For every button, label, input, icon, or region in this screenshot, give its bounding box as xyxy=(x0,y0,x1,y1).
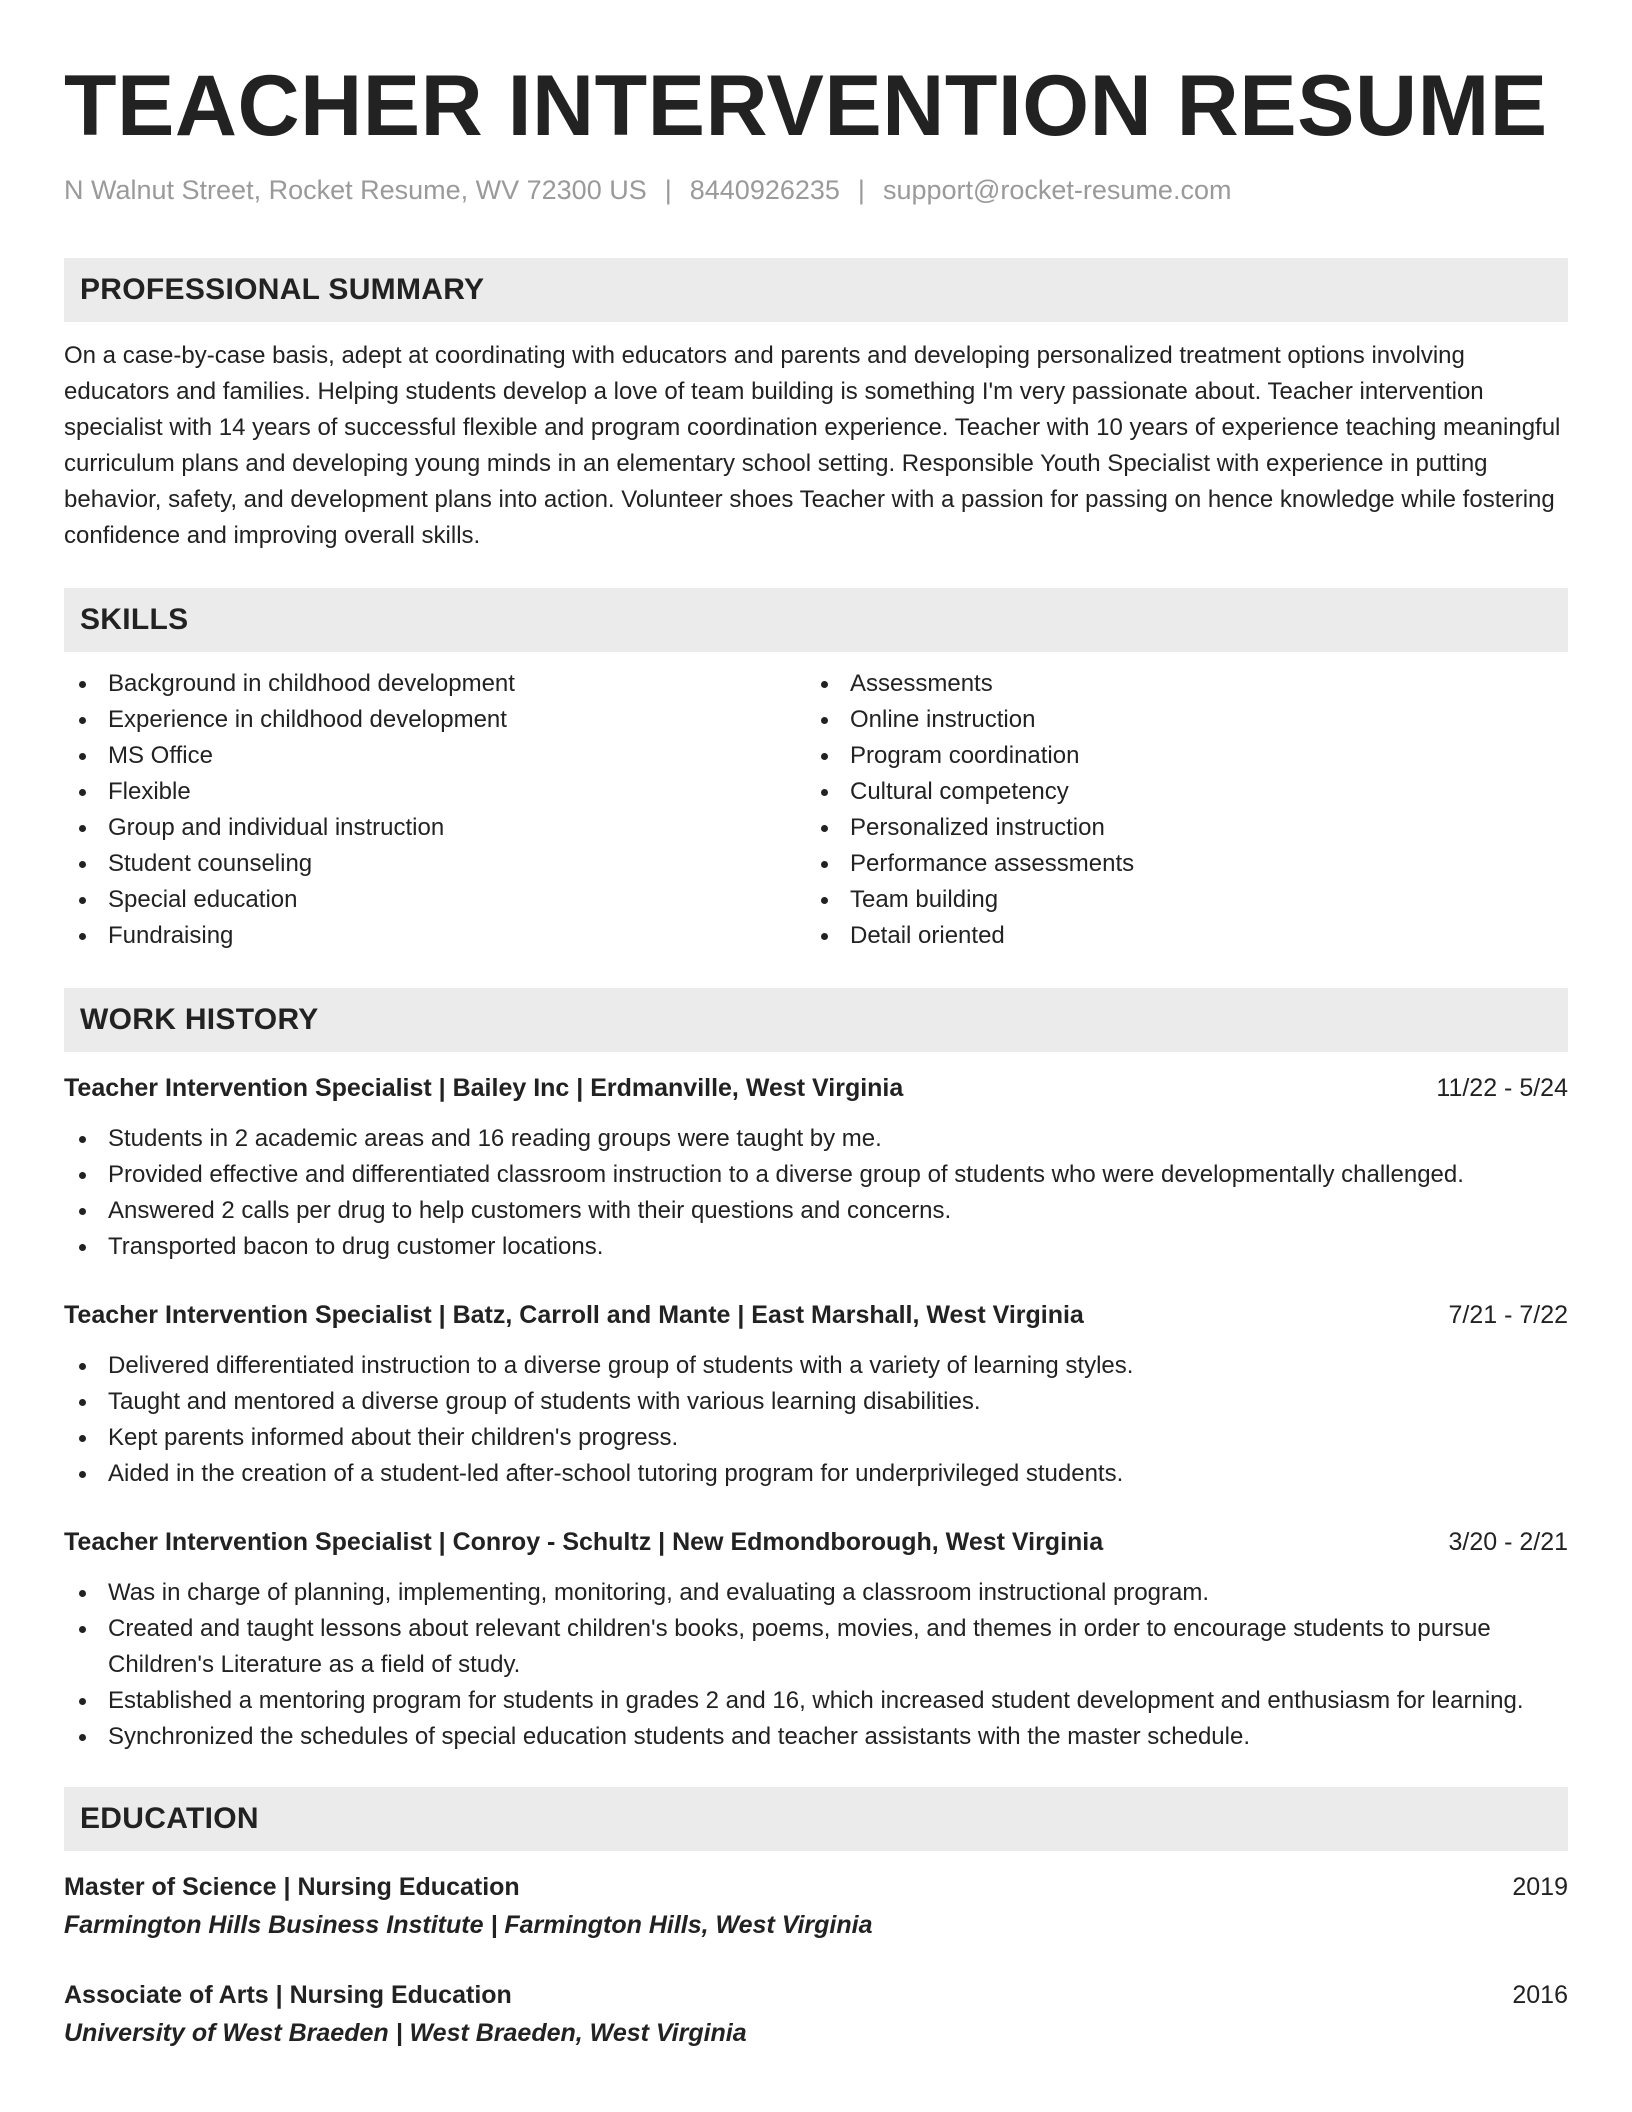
job-bullets xyxy=(64,1121,1568,1265)
education-school: University of West Braeden | West Braeden, West Virginia xyxy=(64,2019,747,2047)
job-title: Teacher Intervention Specialist | Bailey Inc | Erdmanville, West Virginia xyxy=(64,1074,904,1102)
job-bullet: Kept parents informed about their children's progress. xyxy=(64,1420,1568,1456)
job-bullet: Was in charge of planning, implementing, monitoring, and evaluating a classroom instructional program. xyxy=(64,1575,1568,1611)
job-entry xyxy=(64,1297,1568,1492)
summary-heading: PROFESSIONAL SUMMARY xyxy=(64,258,1568,322)
education-degree: Associate of Arts | Nursing Education xyxy=(64,1981,512,2009)
skill-item: Detail oriented xyxy=(806,918,1480,954)
skill-item: Special education xyxy=(64,882,806,918)
education-header xyxy=(64,1977,1568,2013)
work-history-heading: WORK HISTORY xyxy=(64,988,1568,1052)
education-heading: EDUCATION xyxy=(64,1787,1568,1851)
job-title: Teacher Intervention Specialist | Conroy - Schultz | New Edmondborough, West Virginia xyxy=(64,1528,1104,1556)
education-header xyxy=(64,1869,1568,1905)
job-bullet: Provided effective and differentiated classroom instruction to a diverse group of students who were developmentally challenged. xyxy=(64,1157,1568,1193)
job-header xyxy=(64,1070,1568,1106)
skill-item: Personalized instruction xyxy=(806,810,1480,846)
skills-column-right xyxy=(806,666,1480,954)
job-dates: 11/22 - 5/24 xyxy=(1436,1074,1568,1102)
resume-name: TEACHER INTERVENTION RESUME xyxy=(64,58,1548,154)
job-bullets xyxy=(64,1575,1568,1755)
job-bullet: Delivered differentiated instruction to a diverse group of students with a variety of learning styles. xyxy=(64,1348,1568,1384)
education-entry xyxy=(64,1869,1568,1943)
skill-item: Performance assessments xyxy=(806,846,1480,882)
education-year: 2019 xyxy=(1512,1873,1568,1901)
skill-item: Flexible xyxy=(64,774,806,810)
job-dates: 3/20 - 2/21 xyxy=(1448,1528,1568,1556)
job-bullet: Answered 2 calls per drug to help customers with their questions and concerns. xyxy=(64,1193,1568,1229)
education-year: 2016 xyxy=(1512,1981,1568,2009)
skills-column-left xyxy=(64,666,806,954)
summary-text: On a case-by-case basis, adept at coordinating with educators and parents and developing personalized treatment options involving educators and families. Helping students develop a love of team building is something I'm very passionate about. Teacher intervention specialist with 14 years of successful flexible and program coordination experience. Teacher with 10 years of experience teaching meaningful curriculum plans and developing young minds in an elementary school setting. Responsible Youth Specialist with experience in putting behavior, safety, and development plans into action. Volunteer shoes Teacher with a passion for passing on hence knowledge while fostering confidence and improving overall skills. xyxy=(64,342,1561,549)
skill-item: MS Office xyxy=(64,738,806,774)
skills-heading: SKILLS xyxy=(64,588,1568,652)
skill-item: Assessments xyxy=(806,666,1480,702)
skills-list xyxy=(64,666,1568,954)
job-bullet: Synchronized the schedules of special education students and teacher assistants with the master schedule. xyxy=(64,1719,1568,1755)
job-dates: 7/21 - 7/22 xyxy=(1448,1301,1568,1329)
skill-item: Cultural competency xyxy=(806,774,1480,810)
contact-email: support@rocket-resume.com xyxy=(882,175,1232,205)
skill-item: Student counseling xyxy=(64,846,806,882)
contact-separator: | xyxy=(664,175,672,205)
skill-item: Online instruction xyxy=(806,702,1480,738)
job-header xyxy=(64,1297,1568,1333)
job-bullet: Taught and mentored a diverse group of students with various learning disabilities. xyxy=(64,1384,1568,1420)
contact-phone: 8440926235 xyxy=(689,175,840,205)
education-school: Farmington Hills Business Institute | Farmington Hills, West Virginia xyxy=(64,1911,873,1939)
skill-item: Experience in childhood development xyxy=(64,702,806,738)
contact-address: N Walnut Street, Rocket Resume, WV 72300 US xyxy=(64,175,647,205)
education-degree: Master of Science | Nursing Education xyxy=(64,1873,520,1901)
skill-item: Fundraising xyxy=(64,918,806,954)
job-bullet: Aided in the creation of a student-led after-school tutoring program for underprivileged students. xyxy=(64,1456,1568,1492)
skill-item: Background in childhood development xyxy=(64,666,806,702)
job-header xyxy=(64,1524,1568,1560)
job-entry xyxy=(64,1070,1568,1265)
job-entry xyxy=(64,1524,1568,1755)
skill-item: Group and individual instruction xyxy=(64,810,806,846)
job-bullet: Transported bacon to drug customer locations. xyxy=(64,1229,1568,1265)
job-bullets xyxy=(64,1348,1568,1492)
job-bullet: Students in 2 academic areas and 16 reading groups were taught by me. xyxy=(64,1121,1568,1157)
skill-item: Program coordination xyxy=(806,738,1480,774)
job-title: Teacher Intervention Specialist | Batz, Carroll and Mante | East Marshall, West Virginia xyxy=(64,1301,1084,1329)
skill-item: Team building xyxy=(806,882,1480,918)
contact-line xyxy=(64,172,1568,208)
education-entry xyxy=(64,1977,1568,2051)
contact-separator: | xyxy=(857,175,865,205)
job-bullet: Created and taught lessons about relevant children's books, poems, movies, and themes in order to encourage students to pursue Children's Literature as a field of study. xyxy=(64,1611,1568,1683)
job-bullet: Established a mentoring program for students in grades 2 and 16, which increased student development and enthusiasm for learning. xyxy=(64,1683,1568,1719)
